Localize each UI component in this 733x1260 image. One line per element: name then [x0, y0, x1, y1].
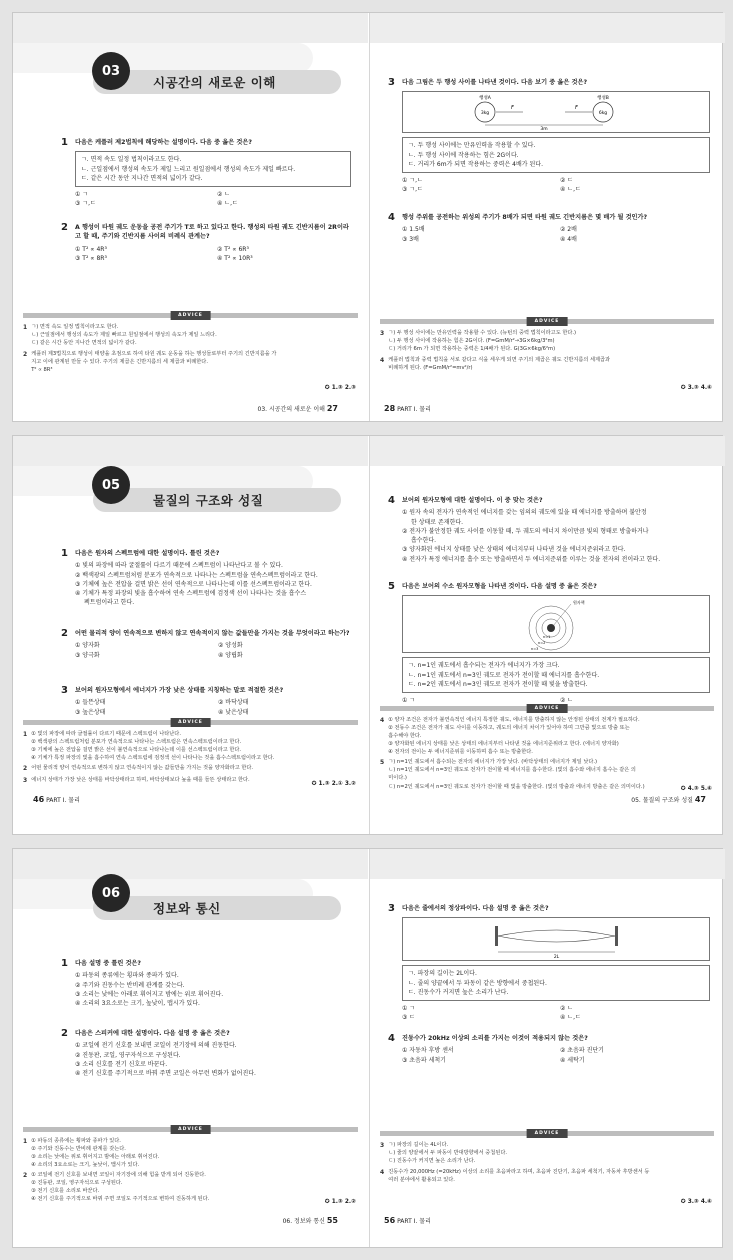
planet-figure	[402, 91, 710, 133]
advice-line: ㄷ) 거리가 6m 가 되면 작용하는 중력은 1/4배가 된다. G(3G×6kg/6²m)	[388, 346, 556, 353]
option-1[interactable]: ① 자동차 후방 센서	[402, 1047, 454, 1055]
option-4[interactable]: ④ 전기 신호를 주기적으로 바꿔 주면 코일은 아무런 변화가 없어진다.	[75, 1070, 256, 1078]
question-number: 5	[388, 581, 395, 592]
option-1[interactable]: ① ㄱ	[75, 191, 89, 199]
question-2	[61, 1029, 353, 1078]
advice-number: 1	[23, 324, 28, 331]
page-footer	[33, 795, 80, 804]
option-2[interactable]: ② 바닥상태	[218, 699, 249, 707]
statement: ㄴ. 줄의 양끝에서 두 파동이 같은 방향에서 중첩된다.	[408, 979, 547, 987]
advice-item	[23, 1137, 358, 1169]
question-5	[388, 582, 710, 715]
options	[388, 1004, 710, 1023]
advice-item	[23, 323, 358, 347]
statement-box	[402, 965, 710, 1001]
answer-badge-icon: ✪	[680, 1199, 686, 1205]
option-4[interactable]: ④ 세탁기	[560, 1056, 585, 1064]
option-2[interactable]: ② 2배	[560, 226, 577, 234]
advice-label: ADVICE	[170, 311, 211, 320]
option-1[interactable]: ① 코일에 전기 신호를 보내면 코일이 전기장에 의해 진동한다.	[75, 1042, 237, 1050]
advice-line: ① 파동의 종류에는 횡파와 종파가 있다.	[31, 1138, 121, 1144]
advice-line: 미이다.)	[388, 775, 407, 782]
options	[61, 1041, 353, 1078]
question-text: A 행성이 타원 궤도 운동을 공전 주기가 T로 하고 있다고 한다. 행성의 타원 궤도 긴반지름이 2R이라고 할 때, 주기와 긴반지름 사이의 비례식 관계는?	[75, 224, 349, 241]
option-2-cont: 흡수한다.	[411, 537, 437, 545]
advice-line: ③ 전기 신호를 소리로 바꾼다.	[31, 1188, 100, 1195]
advice-item	[380, 329, 714, 353]
page-number: 56	[384, 1216, 396, 1225]
option-3[interactable]: ③ T² ∝ 8R³	[75, 254, 107, 262]
option-2[interactable]: ② ㄴ	[560, 697, 574, 705]
n1-label: n=1	[543, 635, 551, 640]
right-support	[615, 926, 618, 946]
question-2	[61, 629, 353, 660]
option-1[interactable]: ① ㄱ,ㄴ	[402, 177, 423, 185]
atom-figure	[402, 595, 710, 653]
advice-item	[23, 764, 358, 773]
n2-label: n=2	[538, 641, 546, 646]
page-number: 47	[694, 795, 706, 804]
planet-b-label: 행성B	[597, 96, 609, 102]
option-2[interactable]: ② 전자가 불안정한 궤도 사이를 이동할 때, 두 궤도의 에너지 차이만큼 빛의 형태로 방출하거나	[402, 527, 649, 535]
answer-text: 3.③ 4.④	[687, 385, 712, 391]
advice-line: 여러 분야에서 활용되고 있다.	[388, 1177, 455, 1184]
question-4	[388, 213, 710, 244]
page-number: 55	[326, 1216, 338, 1225]
statement-box	[75, 151, 351, 187]
advice-item	[23, 1171, 358, 1203]
option-3[interactable]: ③ 양자화된 에너지 상태를 낮은 상태의 에너지부터 나타낸 것을 에너지준위라고 한다.	[402, 546, 626, 554]
advice-line: ① 코일에 전기 신호를 보내면 코일이 자기장에 의해 힘을 받게 되어 진동한다.	[31, 1172, 206, 1179]
top-band	[370, 436, 725, 466]
advice-line: ㄱ) n=1인 궤도에서 흡수되는 전자의 에너지가 가장 낮다. (바닥상태의 에너지가 제일 낮다.)	[388, 759, 598, 766]
options	[61, 561, 353, 607]
advice-line: 흡수해야 한다.	[388, 733, 422, 740]
page-footer	[283, 1216, 338, 1225]
standing-wave-diagram	[403, 918, 709, 960]
options	[61, 190, 351, 209]
advice-line: ③ 기체에 높은 전압을 걸면 밝은 선이 불연속적으로 나타나는데 이를 선스펙트럼이라고 한다.	[31, 747, 242, 754]
answer-text: 4.③ 5.④	[687, 786, 712, 792]
advice-label: ADVICE	[170, 718, 211, 727]
chapter-title: 물질의 구조와 성질	[93, 488, 341, 512]
option-1[interactable]: ① 원자 속의 전자가 연속적인 에너지를 갖는 임의의 궤도에 있을 때 에너지를 방출하며 불안정	[402, 509, 647, 517]
chapter-number-badge: 05	[92, 466, 130, 504]
advice-item	[380, 758, 714, 790]
option-2[interactable]: ② 진동판, 코일, 영구자석으로 구성된다.	[75, 1051, 181, 1059]
option-1[interactable]: ① 들뜬상태	[75, 699, 106, 707]
chapter-title: 정보와 통신	[93, 896, 341, 920]
option-1[interactable]: ① T² ∝ 4R³	[75, 245, 107, 253]
page-27	[13, 13, 368, 421]
question-text: 다음은 원자의 스펙트럼에 대한 설명이다. 틀린 것은?	[75, 550, 220, 557]
page-number: 27	[326, 404, 338, 413]
option-3[interactable]: ③ 양극화	[75, 651, 100, 659]
option-2[interactable]: ② ㄴ	[560, 1005, 574, 1013]
statement: ㄷ. 같은 시간 동안 지나간 면적의 넓이가 같다.	[81, 174, 203, 182]
advice-number: 4	[380, 717, 385, 724]
page-55	[13, 849, 368, 1247]
option-2[interactable]: ② 백색광의 스펙트럼처럼 분포가 연속적으로 나타나는 스펙트럼을 연속스펙트럼이라고 한다.	[75, 571, 318, 579]
advice-number: 3	[23, 776, 28, 784]
page-56	[369, 849, 724, 1247]
question-number: 1	[61, 958, 68, 969]
statement: ㄴ. 근일점에서 행성의 속도가 제일 느리고 원일점에서 행성의 속도가 제일 빠르다.	[81, 165, 296, 173]
question-text: 다음 설명 중 틀린 것은?	[75, 960, 141, 967]
option-4[interactable]: ④ T² ∝ 10R³	[217, 254, 253, 262]
statement: ㄱ. 두 행성 사이에는 만유인력을 작용할 수 있다.	[408, 142, 536, 150]
mass-b: 6kg	[598, 111, 608, 117]
spread-1	[12, 12, 723, 422]
option-1[interactable]: ① 파동의 종류에는 횡파와 종파가 있다.	[75, 972, 179, 980]
question-text: 다음 그림은 두 행성 사이를 나타낸 것이다. 다음 보기 중 옳은 것은?	[402, 79, 588, 86]
advice-item	[23, 350, 358, 374]
option-4[interactable]: ④ ㄴ,ㄷ	[560, 1014, 581, 1022]
force-label-b: F	[575, 105, 578, 112]
answer-key	[312, 781, 356, 787]
advice-section	[23, 313, 358, 374]
option-3[interactable]: ③ 소리는 낮에는 아래로 휘어지고 밤에는 위로 휘어진다.	[75, 990, 224, 998]
answer-badge-icon: ✪	[324, 1199, 330, 1205]
statement: ㄱ. 파장의 길이는 2L이다.	[408, 970, 477, 978]
question-text: 보어의 원자모형에 대한 설명이다. 이 중 맞는 것은?	[402, 497, 543, 504]
option-4[interactable]: ④ ㄴ,ㄷ	[217, 200, 238, 208]
option-1[interactable]: ① 1.5배	[402, 226, 425, 234]
option-4[interactable]: ④ 기체가 특정 파장의 빛을 흡수하여 연속 스펙트럼에 검정색 선이 나타나는 것을 흡수스	[75, 590, 307, 598]
advice-label: ADVICE	[527, 317, 568, 326]
top-band	[13, 436, 368, 466]
advice-item	[380, 716, 714, 756]
answer-badge-icon: ✪	[324, 385, 330, 391]
option-3[interactable]: ③ 기체에 높은 전압을 걸면 밝은 선이 연속적으로 나타나는데 이를 선스펙트럼이라고 한다.	[75, 580, 312, 588]
advice-line: ③ 소리는 낮에는 위로 휘어지고 밤에는 아래로 휘어진다.	[31, 1154, 160, 1161]
option-4[interactable]: ④ ㄴ,ㄷ	[560, 186, 581, 194]
question-number: 2	[61, 222, 68, 233]
statement: ㄴ. 두 행성 사이에 작용하는 힘은 2G이다.	[408, 151, 519, 159]
question-text: 다음은 스피커에 대한 설명이다. 다음 설명 중 옳은 것은?	[75, 1030, 230, 1037]
advice-line: ㄷ) n=2인 궤도에서 n=3인 궤도로 전자가 전이할 때 빛을 방출한다. (빛의 방출과 에너지 방출은 같은 의미이다.)	[388, 783, 645, 790]
advice-line: ④ 전자의 전이는 두 에너지준위를 이동하며 흡수 또는 방출한다.	[388, 749, 533, 756]
advice-line: ㄴ) 두 행성 사이에 작용하는 힘은 2G이다. (F=GmM/r²→3G×6kg/3²m)	[388, 338, 555, 345]
chapter-number-badge: 06	[92, 874, 130, 912]
advice-line: T² ∝ 8R³	[31, 367, 53, 374]
advice-label: ADVICE	[527, 704, 568, 713]
option-3[interactable]: ③ ㄱ,ㄷ	[75, 200, 96, 208]
advice-line: ② 백색광의 스펙트럼처럼 분포가 연속적으로 나타나는 스펙트럼은 연속스펙트럼이라고 한다.	[31, 739, 242, 746]
option-4[interactable]: ④ 양립화	[218, 651, 243, 659]
option-4[interactable]: ④ 4배	[560, 235, 577, 243]
advice-number: 4	[380, 1169, 385, 1177]
advice-line: ㄷ) 진동수가 커지면 높은 소리가 난다.	[388, 1158, 476, 1165]
answer-key	[681, 1199, 712, 1205]
nucleus-pointer	[553, 604, 571, 626]
left-support	[495, 926, 498, 946]
advice-line: 에너지 상태가 가장 낮은 상태를 바닥상태라고 하며, 바닥상태보다 높을 때를 들뜬 상태라고 한다.	[31, 776, 250, 783]
spread-2	[12, 435, 723, 835]
option-3[interactable]: ③ 높은상태	[75, 708, 106, 716]
question-number: 2	[61, 628, 68, 639]
wave-upper	[498, 930, 615, 936]
page-number: 46	[33, 795, 45, 804]
option-3[interactable]: ③ ㄷ	[402, 1014, 416, 1022]
question-number: 3	[388, 903, 395, 914]
question-1	[61, 138, 351, 209]
option-2[interactable]: ② ㄷ	[560, 177, 574, 185]
wave-lower	[498, 936, 615, 942]
answer-key	[681, 385, 712, 391]
advice-line: ㄷ) 같은 시간 동안 지나간 면적의 넓이가 같다.	[31, 340, 137, 347]
option-3[interactable]: ③ 초음파 세척기	[402, 1056, 446, 1064]
statement-box	[402, 137, 710, 173]
options	[61, 971, 353, 1008]
question-number: 4	[388, 212, 395, 223]
option-3[interactable]: ③ ㄱ,ㄷ	[402, 186, 423, 194]
question-text: 행성 주위를 공전하는 위성의 주기가 8배가 되면 타원 궤도 긴반지름은 몇 배가 될 것인가?	[402, 214, 648, 221]
question-number: 3	[61, 685, 68, 696]
options	[388, 1046, 710, 1065]
advice-item	[23, 776, 358, 785]
page-label: PART Ⅰ. 물리	[397, 1218, 431, 1225]
question-1	[61, 549, 353, 608]
advice-line: ㄴ) 근일점에서 행성의 속도가 제일 빠르고 원일점에서 행성의 속도가 제일 느리다.	[31, 332, 217, 339]
advice-line: ㄱ) 파장의 길이는 4L이다.	[388, 1142, 449, 1148]
planet-diagram	[403, 92, 709, 132]
advice-line: ④ 기체가 특정 파장의 빛을 흡수하여 연속 스펙트럼에 검정색 선이 나타나는 것을 흡수스펙트럼이라고 한다.	[31, 755, 275, 762]
advice-line: ② 전동수 조건은 전자가 궤도 사이를 이동하고, 궤도의 에너지 차이가 있어야 하며 그만큼 빛으로 방출 또는	[388, 725, 630, 732]
option-4-cont: 펙트럼이라고 한다.	[84, 599, 135, 607]
page-footer	[631, 795, 706, 804]
question-text: 진동수가 20kHz 이상의 소리를 가지는 이것이 적용되지 않는 것은?	[402, 1035, 588, 1042]
advice-number: 2	[23, 351, 28, 359]
answer-text: 1.③ 2.① 3.②	[318, 781, 356, 787]
n3-label: n=3	[531, 647, 539, 652]
page-label: PART Ⅰ. 물리	[46, 797, 80, 804]
question-number: 2	[61, 1028, 68, 1039]
page-47	[369, 436, 724, 834]
question-3	[388, 78, 710, 195]
advice-line: ① 빛의 파장에 따라 굴절률이 다르기 때문에 스펙트럼이 나타난다.	[31, 731, 181, 737]
question-1	[61, 959, 353, 1008]
advice-section	[380, 706, 714, 791]
advice-line: ㄴ) 줄의 양끝에서 두 파동이 반대방향에서 중첩된다.	[388, 1150, 507, 1157]
question-2	[61, 223, 351, 263]
options	[388, 508, 710, 564]
statement: ㄷ. 거리가 6m가 되면 작용하는 중력은 4배가 된다.	[408, 160, 543, 168]
advice-item	[380, 356, 714, 372]
option-4[interactable]: ④ 전자가 특정 에너지를 흡수 또는 방출하면서 두 에너지준위를 이루는 것을 전자의 전이라고 한다.	[402, 555, 661, 563]
question-number: 3	[388, 77, 395, 88]
options	[61, 641, 353, 660]
top-band	[370, 849, 725, 879]
top-band	[13, 13, 368, 43]
advice-number: 2	[23, 1172, 28, 1180]
page-footer	[258, 404, 339, 413]
page-label: 05. 물질의 구조와 성질	[631, 797, 693, 804]
standing-wave-figure	[402, 917, 710, 961]
advice-number: 3	[380, 330, 385, 337]
advice-line: ① 양자 조건은 전자가 불연속적인 에너지 특정한 궤도, 에너지를 방출하지 않는 안정된 상태의 전계가 필요하다.	[388, 717, 640, 723]
answer-key	[325, 1199, 356, 1205]
advice-line: 어떤 물리적 양이 연속적으로 변하지 않고 연속적이지 않는 값들만을 가지는 것을 양자화라고 한다.	[31, 765, 254, 772]
statement-box	[402, 657, 710, 693]
question-4	[388, 496, 710, 564]
option-1[interactable]: ① ㄱ	[402, 697, 416, 705]
question-number: 4	[388, 495, 395, 506]
advice-section	[23, 1127, 358, 1204]
option-1[interactable]: ① 빛의 파장에 따라 굴절률이 다르기 때문에 스펙트럼이 나타난다고 볼 수 있다.	[75, 562, 283, 570]
page-footer	[384, 1216, 431, 1225]
statement: ㄱ. 면적 속도 일정 법칙이라고도 한다.	[81, 156, 182, 164]
advice-number: 5	[380, 759, 385, 767]
advice-section	[380, 319, 714, 372]
options	[61, 698, 353, 717]
statement: ㄴ. n=1인 궤도에서 n=3인 궤도로 전자가 전이할 때 에너지를 흡수한다.	[408, 671, 600, 679]
option-1[interactable]: ① 양자화	[75, 642, 100, 650]
advice-label: ADVICE	[527, 1129, 568, 1138]
advice-line: ㄱ) 두 행성 사이에는 만유인력을 작용할 수 있다. (뉴턴의 중력 법칙이라고도 한다.)	[388, 330, 577, 336]
options	[61, 245, 351, 264]
advice-line: 진동수가 20,000Hz (=20kHz) 이상의 소리를 초음파라고 하며, 초음파 진단기, 초음파 세척기, 자동차 후방센서 등	[388, 1169, 650, 1176]
option-2[interactable]: ② 초음파 진단기	[560, 1047, 604, 1055]
answer-badge-icon: ✪	[311, 781, 317, 787]
option-1-cont: 한 상태로 존재한다.	[411, 518, 464, 526]
advice-number: 1	[23, 1138, 28, 1145]
answer-badge-icon: ✪	[680, 786, 686, 792]
question-number: 1	[61, 548, 68, 559]
chapter-number-badge: 03	[92, 52, 130, 90]
advice-line: ㄱ) 면적 속도 일정 법칙이라고도 한다.	[31, 324, 119, 330]
advice-item	[380, 1168, 714, 1184]
advice-line: ④ 전기 신호를 주기적으로 바꿔 주면 코일도 주기적으로 변하여 진동하게 된다.	[31, 1196, 210, 1203]
answer-text: 3.③ 4.④	[687, 1199, 712, 1205]
answer-key	[325, 385, 356, 391]
question-text: 보어의 원자모형에서 에너지가 가장 낮은 상태를 지칭하는 말로 적절한 것은?	[75, 687, 284, 694]
advice-label: ADVICE	[170, 1125, 211, 1134]
question-3	[388, 904, 710, 1023]
question-3	[61, 686, 353, 717]
advice-number: 3	[380, 1142, 385, 1149]
question-text: 어떤 물리적 양이 연속적으로 변하지 않고 연속적이지 않는 값들만을 가지는 것을 무엇이라고 하는가?	[75, 630, 350, 637]
options	[388, 225, 710, 244]
answer-text: 1.③ 2.③	[331, 385, 356, 391]
page-number: 28	[384, 404, 396, 413]
force-label-a: F	[511, 105, 514, 112]
question-4	[388, 1034, 710, 1065]
option-3[interactable]: ③ 소리 신호를 전기 신호로 바꾼다.	[75, 1060, 168, 1068]
question-text: 다음은 줄에서의 정상파이다. 다음 설명 중 옳은 것은?	[402, 905, 549, 912]
advice-item	[23, 730, 358, 762]
advice-number: 2	[23, 765, 28, 773]
advice-line: 케플러 법칙과 중력 법칙을 서로 같다고 식을 세우게 되면 주기의 제곱은 궤도 긴반지름의 세제곱과	[388, 357, 611, 364]
distance-label: 3m	[540, 127, 548, 133]
advice-line: 비례하게 된다. (F=GmM/r²=mv²/r)	[388, 365, 473, 372]
option-4[interactable]: ④ 소리의 3요소로는 크기, 높낮이, 맵시가 있다.	[75, 1000, 200, 1008]
option-1[interactable]: ① ㄱ	[402, 1005, 416, 1013]
bohr-model-diagram	[403, 596, 709, 652]
nucleus-label: 원자핵	[573, 600, 585, 606]
question-text: 다음은 보어의 수소 원자모형을 나타낸 것이다. 다음 설명 중 옳은 것은?	[402, 583, 597, 590]
statement: ㄷ. 진동수가 커지면 높은 소리가 난다.	[408, 988, 509, 996]
options	[388, 176, 710, 195]
advice-line: ③ 양자화된 에너지 상태를 낮은 상태의 에너지부터 나타낸 것을 에너지준위라고 한다. (에너지 양자화)	[388, 741, 619, 748]
top-band	[13, 849, 368, 879]
page-label: 03. 시공간의 새로운 이해	[257, 406, 325, 413]
advice-number: 1	[23, 731, 28, 738]
page-28	[369, 13, 724, 421]
length-label: 2L	[553, 955, 560, 961]
page-label: 06. 정보와 통신	[282, 1218, 325, 1225]
advice-line: ② 주기와 진동수는 반비례 관계를 갖는다.	[31, 1146, 126, 1153]
spread-3	[12, 848, 723, 1248]
page-46	[13, 436, 368, 834]
advice-line: 지고 이에 관계된 만들 수 있다. 주기의 제곱은 긴반지름의 세 제곱과 비례한다.	[31, 359, 208, 366]
chapter-title: 시공간의 새로운 이해	[93, 70, 341, 94]
advice-line: ㄴ) n=1인 궤도에서 n=3인 궤도로 전자가 전이할 때 에너지를 흡수한다. (빛의 흡수와 에너지 흡수는 같은 의	[388, 767, 636, 774]
advice-line: 케플러 제3법칙으로 행성이 태양을 초점으로 하여 타원 궤도 운동을 하는 행성들로부터 주기의 긴반지름을 가	[31, 351, 277, 358]
option-2[interactable]: ② T² ∝ 6R³	[217, 245, 249, 253]
advice-line: ② 진동판, 코일, 영구자석으로 구성된다.	[31, 1180, 123, 1187]
question-text: 다음은 케플러 제2법칙에 해당하는 설명이다. 다음 중 옳은 것은?	[75, 139, 252, 146]
page-label: PART Ⅰ. 물리	[397, 406, 431, 413]
page-footer	[384, 404, 431, 413]
advice-section	[380, 1131, 714, 1184]
option-2[interactable]: ② ㄴ	[217, 191, 231, 199]
statement: ㄱ. n=1인 궤도에서 흡수되는 전자가 에너지가 가장 크다.	[408, 662, 560, 670]
option-2[interactable]: ② 양성화	[218, 642, 243, 650]
mass-a: 3kg	[480, 111, 490, 117]
question-number: 4	[388, 1033, 395, 1044]
statement: ㄷ. n=2인 궤도에서 n=3인 궤도로 전자가 전이할 때 빛을 방출한다.	[408, 680, 588, 688]
advice-line: ④ 소리의 3요소로는 크기, 높낮이, 맵시가 있다.	[31, 1162, 140, 1169]
advice-section	[23, 720, 358, 785]
option-3[interactable]: ③ 3배	[402, 235, 419, 243]
top-band	[370, 13, 725, 43]
header-ribbon	[13, 43, 313, 73]
question-number: 1	[61, 137, 68, 148]
advice-item	[380, 1141, 714, 1165]
planet-a-label: 행성A	[479, 96, 491, 102]
answer-text: 1.③ 2.②	[331, 1199, 356, 1205]
option-2[interactable]: ② 주기와 진동수는 반비례 관계를 갖는다.	[75, 981, 185, 989]
option-4[interactable]: ④ 낮은상태	[218, 708, 249, 716]
answer-badge-icon: ✪	[680, 385, 686, 391]
advice-number: 4	[380, 357, 385, 365]
answer-key	[681, 786, 712, 792]
